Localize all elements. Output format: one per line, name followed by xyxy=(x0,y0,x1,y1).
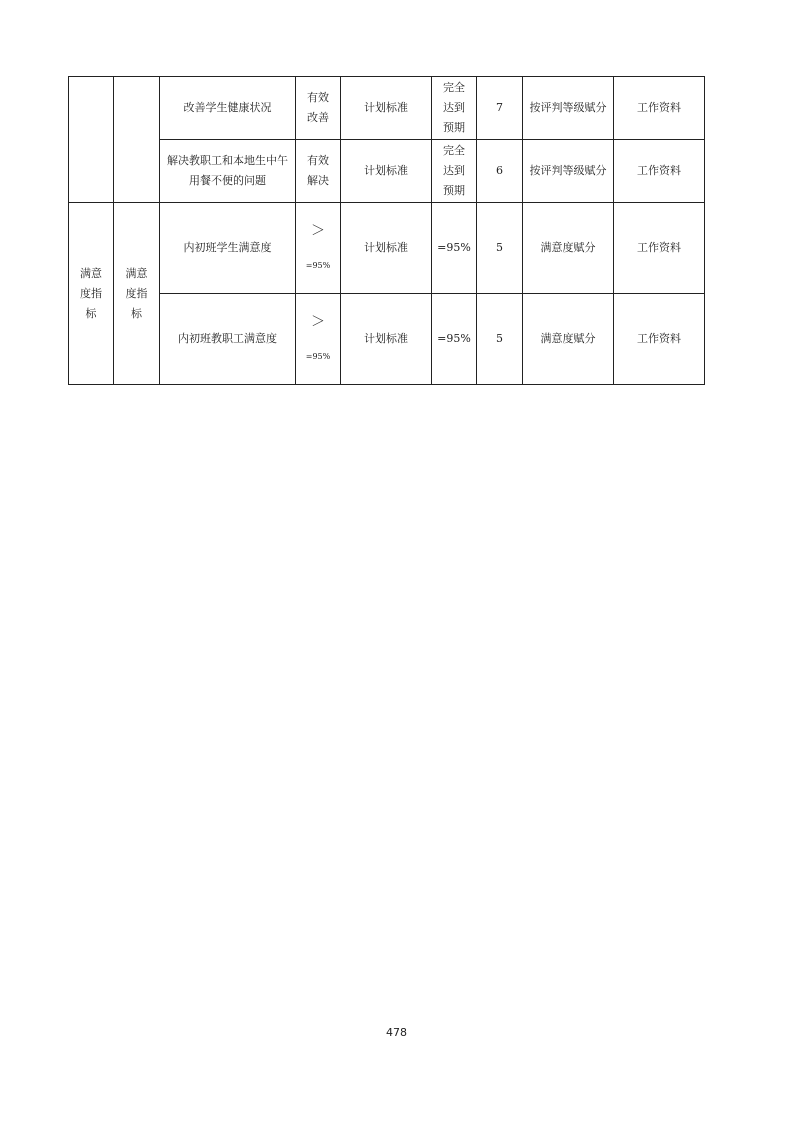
indicator-basis-cell: 计划标准 xyxy=(341,203,432,294)
indicator-method-cell: 满意度赋分 xyxy=(523,294,614,385)
indicator-target-cell: 完全 达到 预期 xyxy=(432,140,477,203)
table-row xyxy=(69,294,705,385)
indicator-method-cell: 按评判等级赋分 xyxy=(523,77,614,140)
nature-value: =95% xyxy=(305,261,331,270)
greater-than-symbol: ＞ xyxy=(311,314,325,330)
indicator-method-cell: 满意度赋分 xyxy=(523,203,614,294)
indicator-target-cell: =95% xyxy=(432,294,477,385)
indicator-nature-cell xyxy=(296,294,341,385)
indicator-nature-cell: 有效 解决 xyxy=(296,140,341,203)
indicator-method-cell: 按评判等级赋分 xyxy=(523,140,614,203)
indicator-item-cell: 改善学生健康状况 xyxy=(160,77,296,140)
level2-indicator-cell: 满意 度指 标 xyxy=(114,203,160,385)
nature-value: =95% xyxy=(305,352,331,361)
indicator-item-cell: 内初班学生满意度 xyxy=(160,203,296,294)
indicator-basis-cell: 计划标准 xyxy=(341,294,432,385)
level2-cell-empty xyxy=(114,77,160,203)
indicator-weight-cell: 5 xyxy=(477,294,523,385)
indicator-item-cell: 内初班教职工满意度 xyxy=(160,294,296,385)
indicator-nature-cell: 有效 改善 xyxy=(296,77,341,140)
indicator-target-cell: 完全 达到 预期 xyxy=(432,77,477,140)
indicator-weight-cell: 5 xyxy=(477,203,523,294)
indicator-basis-cell: 计划标准 xyxy=(341,140,432,203)
table-row xyxy=(69,140,705,203)
greater-than-symbol: ＞ xyxy=(311,223,325,239)
table-row xyxy=(69,203,705,294)
indicator-basis-cell: 计划标准 xyxy=(341,77,432,140)
indicator-weight-cell: 7 xyxy=(477,77,523,140)
indicator-source-cell: 工作资料 xyxy=(614,203,705,294)
level1-cell-empty xyxy=(69,77,114,203)
indicator-item-cell: 解决教职工和本地生中午 用餐不便的问题 xyxy=(160,140,296,203)
performance-indicator-table xyxy=(68,76,705,385)
level1-indicator-cell: 满意 度指 标 xyxy=(69,203,114,385)
indicator-source-cell: 工作资料 xyxy=(614,77,705,140)
indicator-source-cell: 工作资料 xyxy=(614,140,705,203)
page-number: 478 xyxy=(386,1026,407,1039)
indicator-target-cell: =95% xyxy=(432,203,477,294)
indicator-nature-cell xyxy=(296,203,341,294)
table-row xyxy=(69,77,705,140)
indicator-weight-cell: 6 xyxy=(477,140,523,203)
indicator-source-cell: 工作资料 xyxy=(614,294,705,385)
